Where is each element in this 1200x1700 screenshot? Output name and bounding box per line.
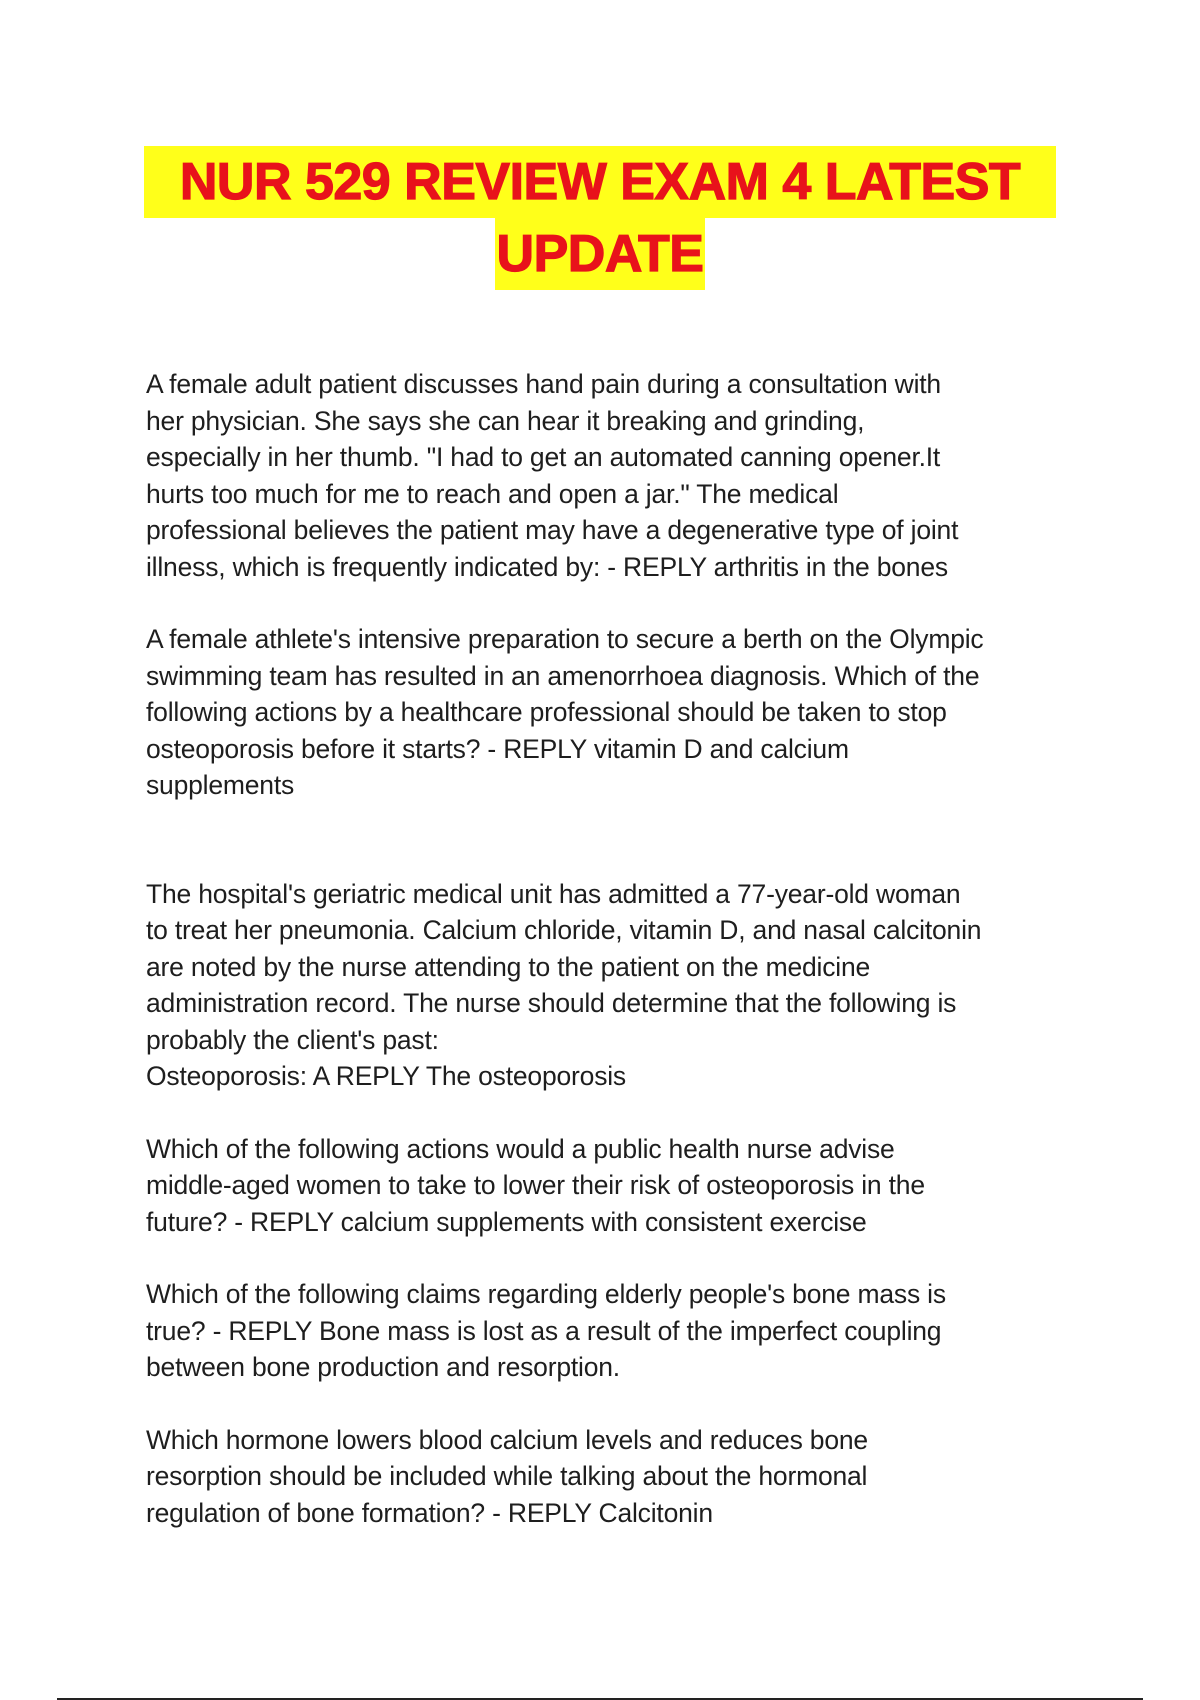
document-title — [0, 146, 1200, 290]
document-body — [146, 366, 1076, 1531]
question-answer-item: A female athlete's intensive preparation to secure a berth on the Olympic swimming team has resulted in an amenorrhoea diagnosis. Which of the following actions by a healthcare professional should be taken to stop osteoporosis before it starts? - REPLY vitamin D and calcium supplements — [146, 624, 984, 800]
paragraph-spacer — [146, 585, 1076, 621]
paragraph-spacer — [146, 804, 1076, 876]
paragraph-spacer — [146, 1240, 1076, 1276]
question-answer-item: The hospital's geriatric medical unit has admitted a 77-year-old woman to treat her pneumonia. Calcium chloride, vitamin D, and nasal calcitonin are noted by the nurse attending to the patient on the medicine administration record. The nurse should determine that the following is probably the client's past: Osteoporosis: A REPLY The osteoporosis — [146, 878, 982, 1091]
question-answer-item: Which of the following claims regarding elderly people's bone mass is true? - REPLY Bone mass is lost as a result of the imperfect coupling between bone production and resorption. — [146, 1279, 946, 1382]
title-line-1: NUR 529 REVIEW EXAM 4 LATEST — [144, 146, 1056, 218]
paragraph-spacer — [146, 1095, 1076, 1131]
paragraph-spacer — [146, 1386, 1076, 1422]
question-answer-item: Which hormone lowers blood calcium levels and reduces bone resorption should be included while talking about the hormonal regulation of bone formation? - REPLY Calcitonin — [146, 1424, 868, 1528]
question-answer-item: Which of the following actions would a public health nurse advise middle-aged women to take to lower their risk of osteoporosis in the future? - REPLY calcium supplements with consistent exercise — [146, 1133, 925, 1237]
question-answer-item: A female adult patient discusses hand pain during a consultation with her physician. She says she can hear it breaking and grinding, especially in her thumb. "I had to get an automated canning opener.It hurts too much for me to reach and open a jar." The medical professional believes the patient may have a degenerative type of joint illness, which is frequently indicated by: - REPLY arthritis in the bones — [146, 369, 959, 582]
title-line-2: UPDATE — [495, 218, 706, 290]
